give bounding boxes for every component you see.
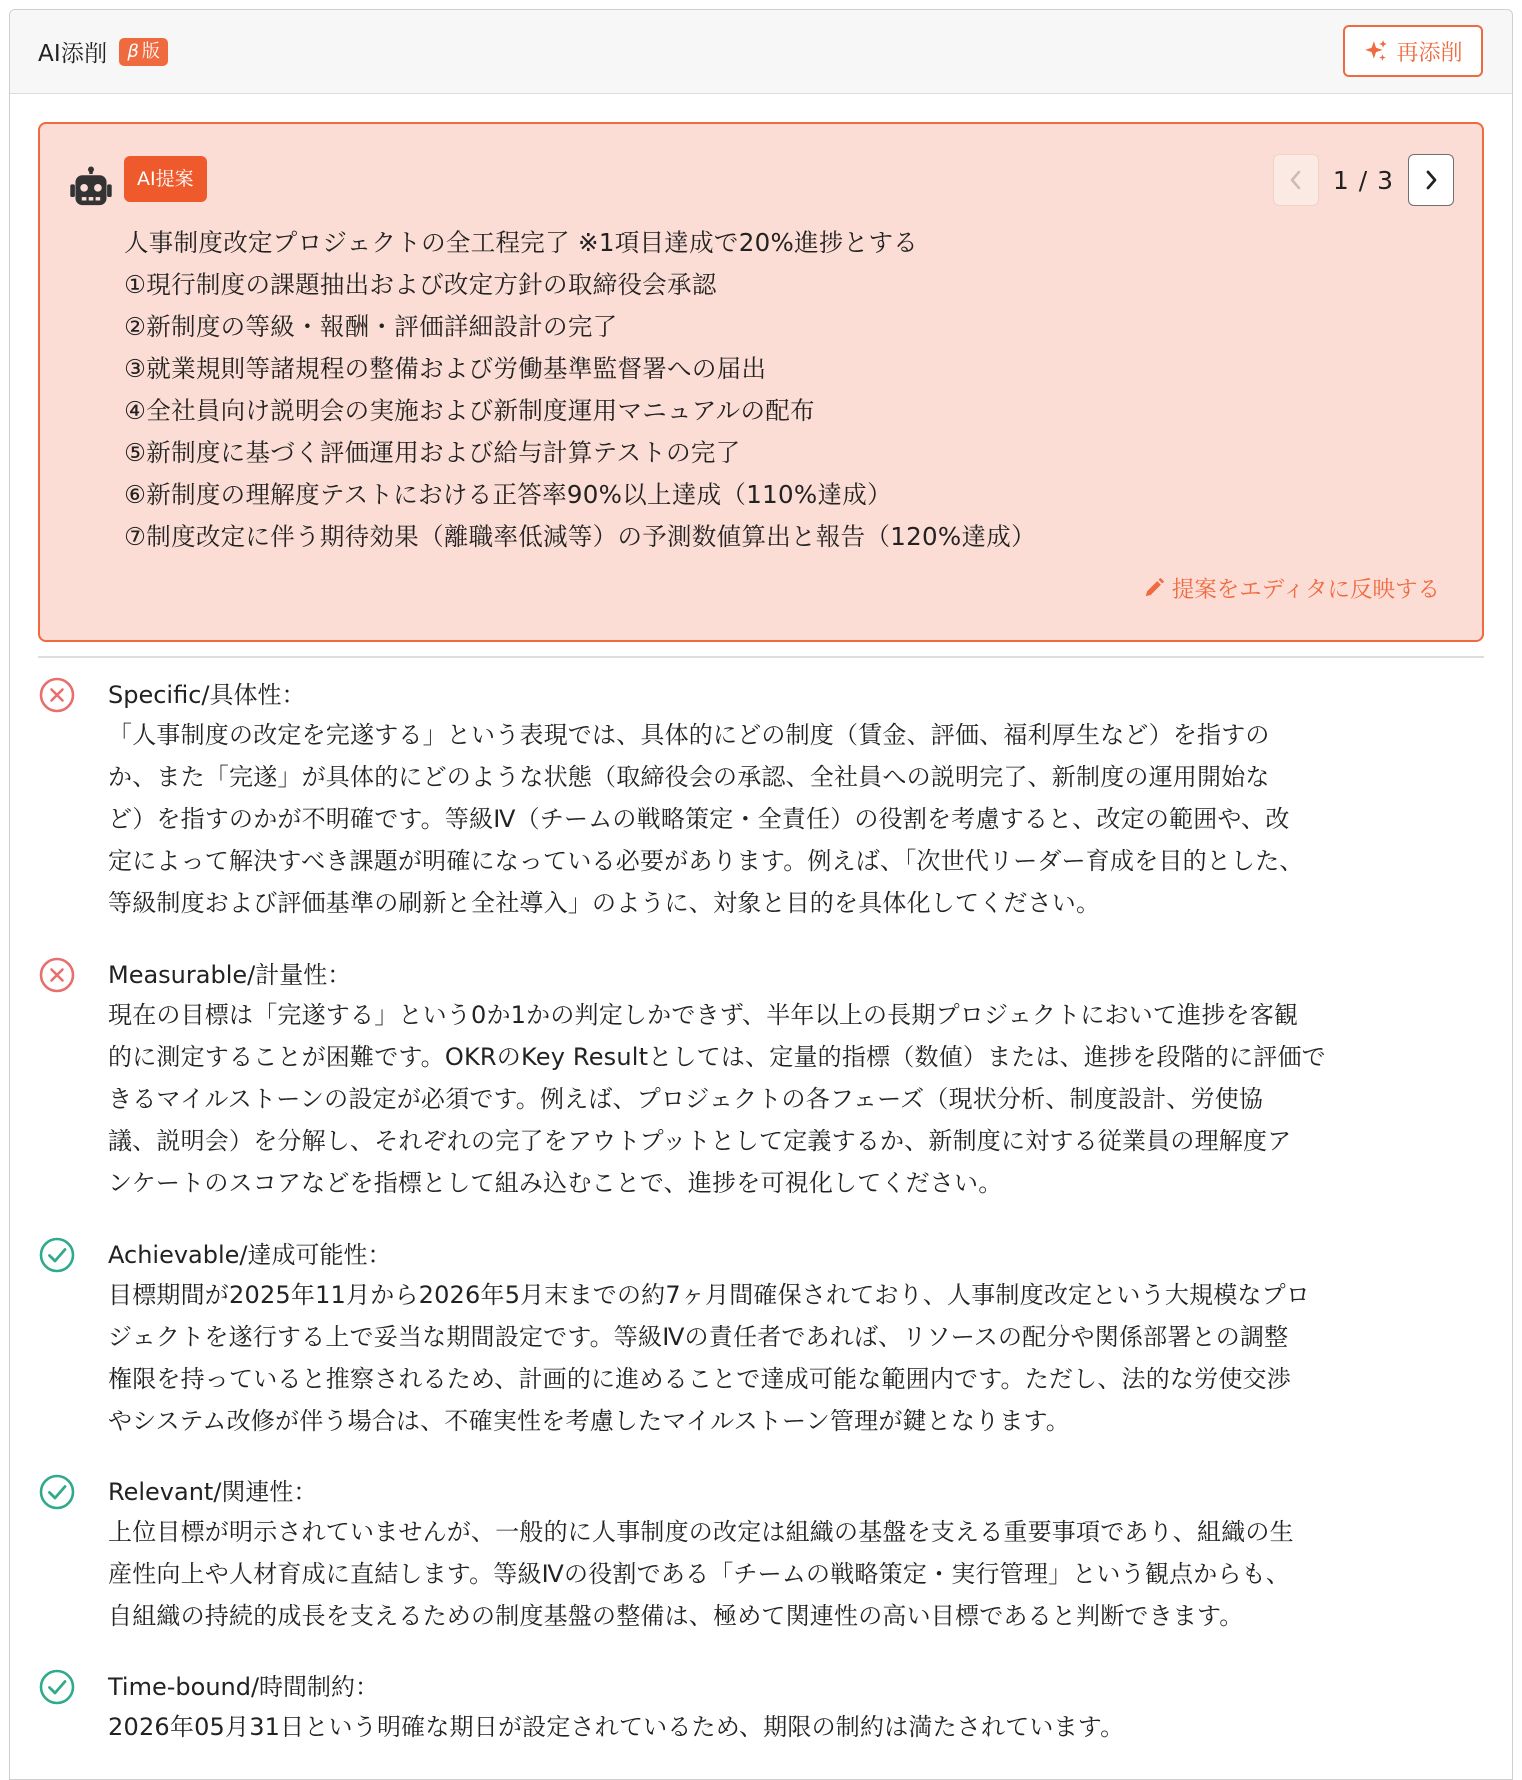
criterion-body: [108, 1706, 1488, 1748]
pencil-icon: [1143, 577, 1165, 599]
criterion-title: Relevant/関連性：: [108, 1478, 318, 1506]
panel-title: AI添削: [38, 41, 108, 67]
fail-x-circle-icon: [38, 676, 76, 714]
criterion-title: Time-bound/時間制約：: [108, 1673, 380, 1701]
section-divider: [38, 656, 1484, 658]
criterion-body: [108, 714, 1488, 924]
ai-suggestion-card: [38, 122, 1484, 642]
criterion-line: 現在の目標は「完遂する」という0か1かの判定しかできず、半年以上の長期プロジェクトにおいて進捗を客観: [108, 1001, 1299, 1029]
suggestion-line: 人事制度改定プロジェクトの全工程完了 ※1項目達成で20%進捗とする: [124, 228, 919, 257]
criterion-title: Achievable/達成可能性：: [108, 1241, 392, 1269]
criterion-body: [108, 994, 1488, 1204]
chevron-left-icon: [1288, 169, 1304, 191]
check-circle-icon: [38, 1473, 76, 1511]
panel-header: [10, 10, 1512, 94]
beta-label: 版: [141, 40, 160, 62]
criterion-line: ジェクトを遂行する上で妥当な期間設定です。等級Ⅳの責任者であれば、リソースの配分や関係部署との調整: [108, 1323, 1289, 1351]
criterion-line: ンケートのスコアなどを指標として組み込むことで、進捗を可視化してください。: [108, 1169, 1003, 1197]
suggestion-line: ④全社員向け説明会の実施および新制度運用マニュアルの配布: [124, 396, 815, 425]
criterion-line: ど）を指すのかが不明確です。等級Ⅳ（チームの戦略策定・全責任）の役割を考慮すると、改定の範囲や、改: [108, 805, 1290, 833]
sparkle-icon: [1363, 38, 1389, 64]
check-circle-icon: [38, 1236, 76, 1274]
pager-indicator: 1 / 3: [1332, 165, 1394, 195]
criterion-line: 自組織の持続的成長を支えるための制度基盤の整備は、極めて関連性の高い目標であると判断できます。: [108, 1602, 1244, 1630]
criterion-line: 目標期間が2025年11月から2026年5月末までの約7ヶ月間確保されており、人事制度改定という大規模なプロ: [108, 1281, 1311, 1309]
apply-suggestion-label: 提案をエディタに反映する: [1171, 577, 1440, 603]
suggestion-text: [124, 222, 1424, 558]
criterion-line: 等級制度および評価基準の刷新と全社導入」のように、対象と目的を具体化してください。: [108, 889, 1101, 917]
ai-review-panel: [9, 9, 1513, 1780]
criterion-line: 的に測定することが困難です。OKRのKey Resultとしては、定量的指標（数値）または、進捗を段階的に評価で: [108, 1043, 1326, 1071]
next-suggestion-button[interactable]: [1408, 154, 1454, 206]
criterion-line: 2026年05月31日という明確な期日が設定されているため、期限の制約は満たされています。: [108, 1713, 1125, 1741]
criterion-line: 「人事制度の改定を完遂する」という表現では、具体的にどの制度（賃金、評価、福利厚生など）を指すの: [108, 721, 1270, 749]
suggestion-line: ⑥新制度の理解度テストにおける正答率90%以上達成（110%達成）: [124, 480, 892, 509]
suggestion-pager: [1273, 154, 1454, 206]
criterion-line: 議、説明会）を分解し、それぞれの完了をアウトプットとして定義するか、新制度に対する従業員の理解度ア: [108, 1127, 1292, 1155]
criterion-title: Measurable/計量性：: [108, 961, 352, 989]
beta-symbol: β: [127, 40, 139, 62]
criterion-body: [108, 1511, 1488, 1637]
suggestion-line: ③就業規則等諸規程の整備および労働基準監督署への届出: [124, 354, 767, 383]
beta-badge: [119, 38, 168, 66]
criterion-body: [108, 1274, 1488, 1442]
apply-suggestion-link[interactable]: [1143, 572, 1440, 604]
fail-x-circle-icon: [38, 956, 76, 994]
criterion-line: 権限を持っていると推察されるため、計画的に進めることで達成可能な範囲内です。ただし、法的な労使交渉: [108, 1365, 1291, 1393]
criterion-line: 上位目標が明示されていませんが、一般的に人事制度の改定は組織の基盤を支える重要事項であり、組織の生: [108, 1518, 1294, 1546]
suggestion-line: ⑤新制度に基づく評価運用および給与計算テストの完了: [124, 438, 741, 467]
rerun-review-button[interactable]: [1343, 25, 1483, 77]
ai-suggestion-badge: AI提案: [124, 156, 207, 202]
criterion-line: きるマイルストーンの設定が必須です。例えば、プロジェクトの各フェーズ（現状分析、制度設計、労使協: [108, 1085, 1264, 1113]
chevron-right-icon: [1423, 169, 1439, 191]
criterion-line: 定によって解決すべき課題が明確になっている必要があります。例えば、「次世代リーダー育成を目的とした、: [108, 847, 1304, 875]
robot-icon: [68, 166, 114, 212]
check-circle-icon: [38, 1668, 76, 1706]
criterion-line: 産性向上や人材育成に直結します。等級Ⅳの役割である「チームの戦略策定・実行管理」という観点からも、: [108, 1560, 1291, 1588]
criterion-title: Specific/具体性：: [108, 681, 306, 709]
rerun-label: 再添削: [1396, 40, 1463, 66]
suggestion-line: ①現行制度の課題抽出および改定方針の取締役会承認: [124, 270, 717, 299]
suggestion-line: ⑦制度改定に伴う期待効果（離職率低減等）の予測数値算出と報告（120%達成）: [124, 522, 1036, 551]
suggestion-line: ②新制度の等級・報酬・評価詳細設計の完了: [124, 312, 618, 341]
criterion-line: やシステム改修が伴う場合は、不確実性を考慮したマイルストーン管理が鍵となります。: [108, 1407, 1070, 1435]
criterion-line: か、また「完遂」が具体的にどのような状態（取締役会の承認、全社員への説明完了、新制度の運用開始な: [108, 763, 1270, 791]
previous-suggestion-button[interactable]: [1273, 154, 1319, 206]
